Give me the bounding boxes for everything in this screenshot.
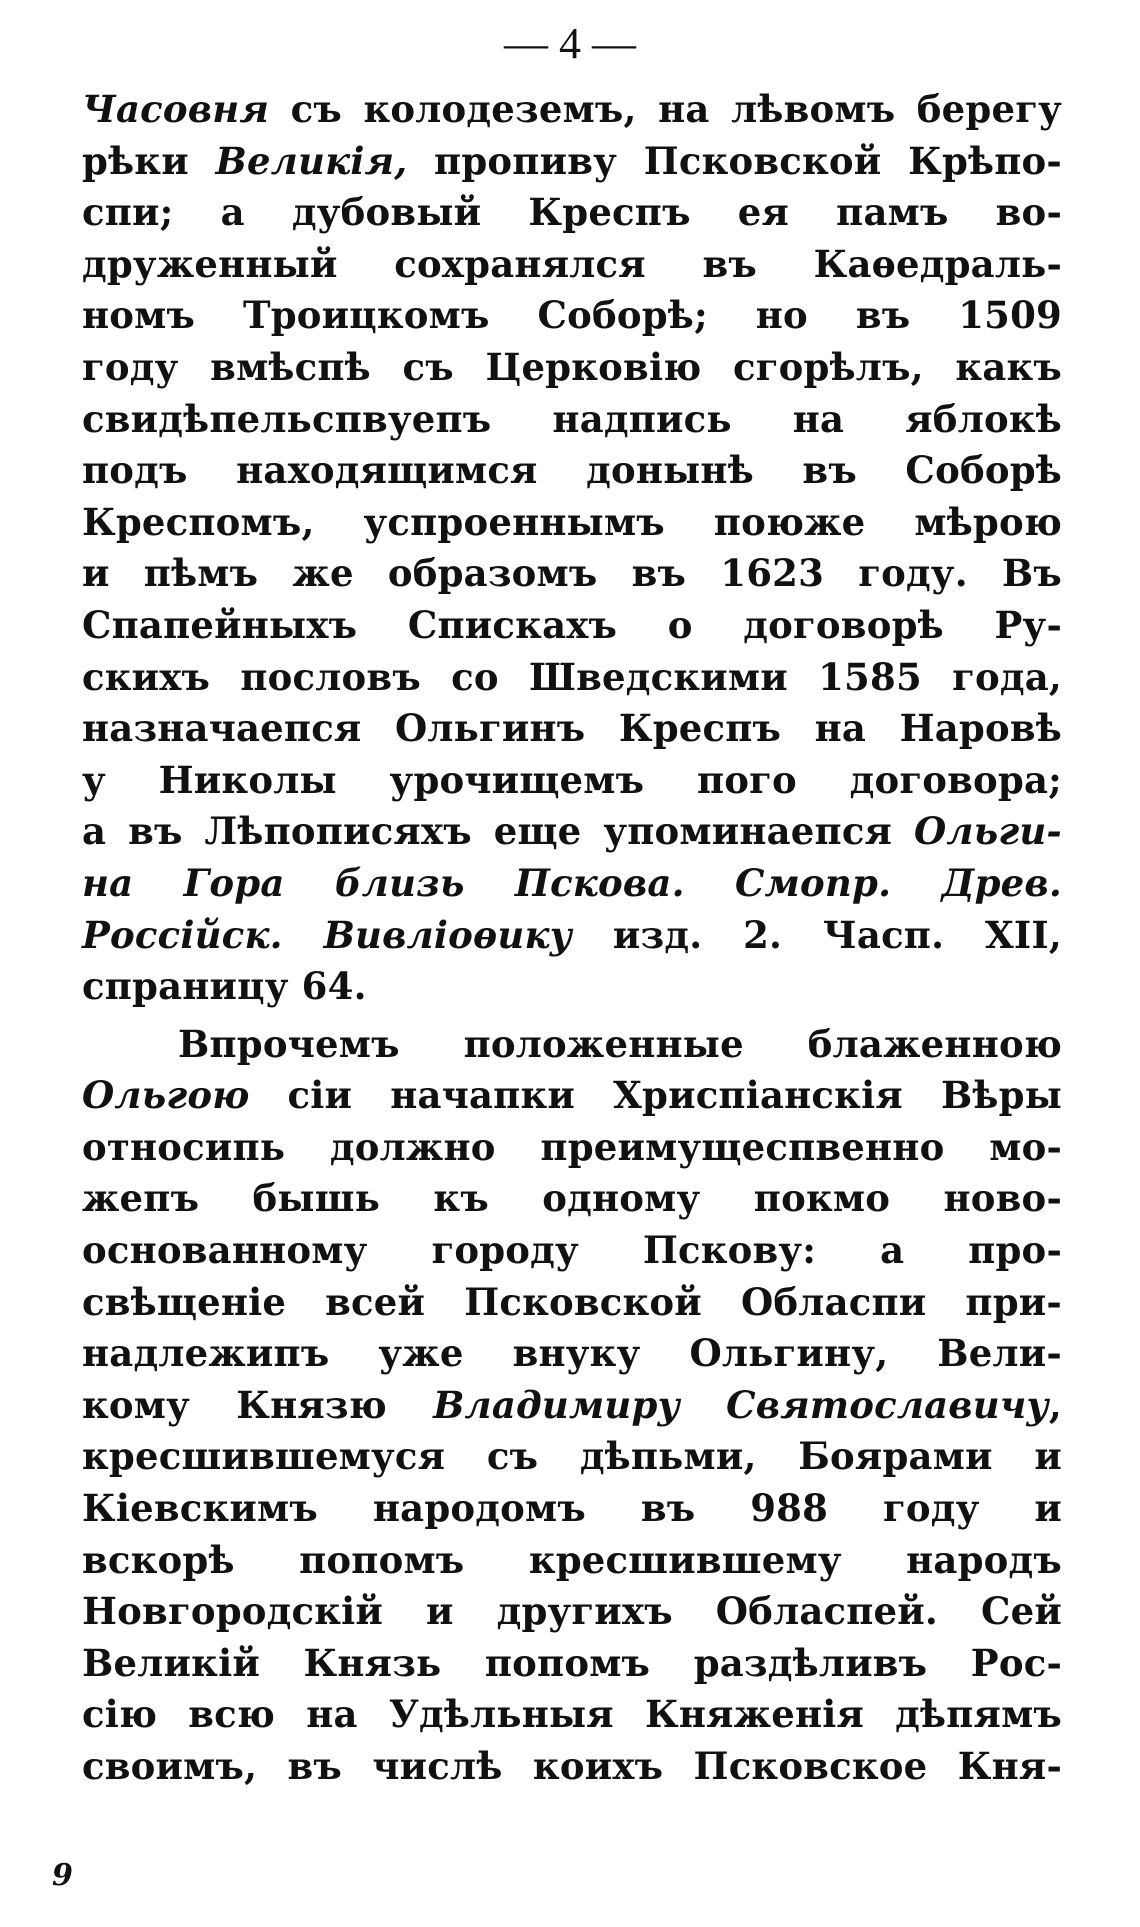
- italic-phrase: Ольги-: [914, 809, 1062, 854]
- text-span: своимъ, въ числѣ коихъ Псковское Кня-: [82, 1744, 1062, 1788]
- text-line: [82, 1638, 1062, 1690]
- text-line: [82, 1483, 1062, 1535]
- text-span: ,: [1048, 1382, 1062, 1427]
- italic-phrase: Ольгою: [82, 1073, 250, 1118]
- text-line: [82, 1019, 1062, 1071]
- italic-phrase: на Гора близь Пскова. Смопр. Древ.: [82, 860, 1062, 905]
- text-span: Новгородскій и другихъ Обласпей. Сей: [82, 1589, 1062, 1634]
- italic-phrase: Россійск. Вивліоѳику: [82, 912, 573, 957]
- text-span: основанному городу Пскову: а про-: [82, 1228, 1062, 1273]
- text-line: [82, 652, 1062, 704]
- text-span: спраницу 64.: [82, 964, 367, 1009]
- text-line: [82, 239, 1062, 291]
- text-span: Спапейныхъ Спискахъ о договорѣ Ру-: [82, 602, 1062, 647]
- text-line: [82, 755, 1062, 807]
- text-line: [82, 1689, 1062, 1741]
- text-span: надлежипъ уже внуку Ольгину, Вели-: [82, 1331, 1062, 1376]
- text-line: [82, 136, 1062, 188]
- text-span: году вмѣспѣ съ Церковію сгорѣлъ, какъ: [82, 344, 1062, 389]
- text-span: Великій Князь попомъ раздѣливъ Рос-: [82, 1640, 1062, 1685]
- text-span: изд. 2. Часп. XII,: [572, 912, 1062, 957]
- text-line: [82, 1741, 1062, 1793]
- text-line: [82, 1431, 1062, 1483]
- text-line: [82, 600, 1062, 652]
- text-line: [82, 1173, 1062, 1225]
- text-line: [82, 290, 1062, 342]
- text-line: [82, 1586, 1062, 1638]
- italic-phrase: Часовня: [82, 87, 270, 131]
- text-span: Впрочемъ положенные блаженною: [178, 1021, 1062, 1066]
- text-span: жепъ бышь къ одному покмо ново-: [82, 1176, 1062, 1221]
- text-line: [82, 1328, 1062, 1380]
- text-span: друженный сохранялся въ Каѳедраль-: [82, 241, 1062, 286]
- text-span: вскорѣ попомъ кресшившему народъ: [82, 1537, 1062, 1582]
- page-number: — 4 —: [504, 19, 636, 68]
- paragraph-2: [82, 1019, 1062, 1793]
- text-span: назначаепся Ольгинъ Креспъ на Наровѣ: [82, 706, 1062, 751]
- text-span: кресшившемуся съ дѣпьми, Боярами и: [82, 1434, 1062, 1479]
- text-span: а въ Лѣпописяхъ еще упоминаепся: [82, 809, 914, 854]
- text-span: относипь должно преимущеспвенно мо-: [82, 1124, 1062, 1169]
- text-span: у Николы урочищемъ пого договора;: [82, 757, 1062, 802]
- text-span: скихъ пословъ со Шведскими 1585 года,: [82, 654, 1062, 699]
- text-line: [82, 961, 1062, 1013]
- text-span: кому Князю: [82, 1382, 434, 1427]
- text-line: [82, 548, 1062, 600]
- text-span: сіи начапки Хриспіанскія Вѣры: [249, 1073, 1062, 1118]
- text-line: [82, 1277, 1062, 1329]
- italic-phrase: Великія,: [215, 138, 408, 183]
- text-line: [82, 806, 1062, 858]
- text-span: рѣки: [82, 138, 216, 183]
- text-line: [82, 394, 1062, 446]
- signature-mark: 9: [52, 1858, 73, 1893]
- text-span: Креспомъ, успроеннымъ поюже мѣрою: [82, 499, 1062, 544]
- text-line: [82, 445, 1062, 497]
- text-span: сію всю на Удѣльныя Княженія дѣпямъ: [82, 1692, 1062, 1737]
- paragraph-1: [82, 84, 1062, 1013]
- text-span: съ колодеземъ, на лѣвомъ берегу: [269, 87, 1062, 131]
- text-span: и пѣмъ же образомъ въ 1623 году. Въ: [82, 551, 1062, 596]
- text-line: [82, 910, 1062, 962]
- text-span: свѣщеніе всей Псковской Обласпи при-: [82, 1279, 1062, 1324]
- text-line: [82, 703, 1062, 755]
- text-line: [82, 1122, 1062, 1174]
- text-line: [82, 1535, 1062, 1587]
- text-line: [82, 1225, 1062, 1277]
- text-line: [82, 1380, 1062, 1432]
- text-line: [82, 84, 1062, 136]
- text-line: [82, 858, 1062, 910]
- text-span: номъ Троицкомъ Соборѣ; но въ 1509: [82, 293, 1062, 338]
- text-span: подъ находящимся донынѣ въ Соборѣ: [82, 448, 1062, 493]
- text-line: [82, 187, 1062, 239]
- text-block: [82, 84, 1062, 1793]
- text-span: спи; а дубовый Креспъ ея памъ во-: [82, 190, 1062, 235]
- text-line: [82, 342, 1062, 394]
- text-line: [82, 497, 1062, 549]
- text-line: [82, 1070, 1062, 1122]
- text-span: Кіевскимъ народомъ въ 988 году и: [82, 1486, 1062, 1531]
- italic-phrase: Владимиру Святославичу: [433, 1382, 1049, 1427]
- text-span: пропиву Псковской Крѣпо-: [407, 138, 1062, 183]
- text-span: свидѣпельспвуепъ надпись на яблокѣ: [82, 396, 1062, 441]
